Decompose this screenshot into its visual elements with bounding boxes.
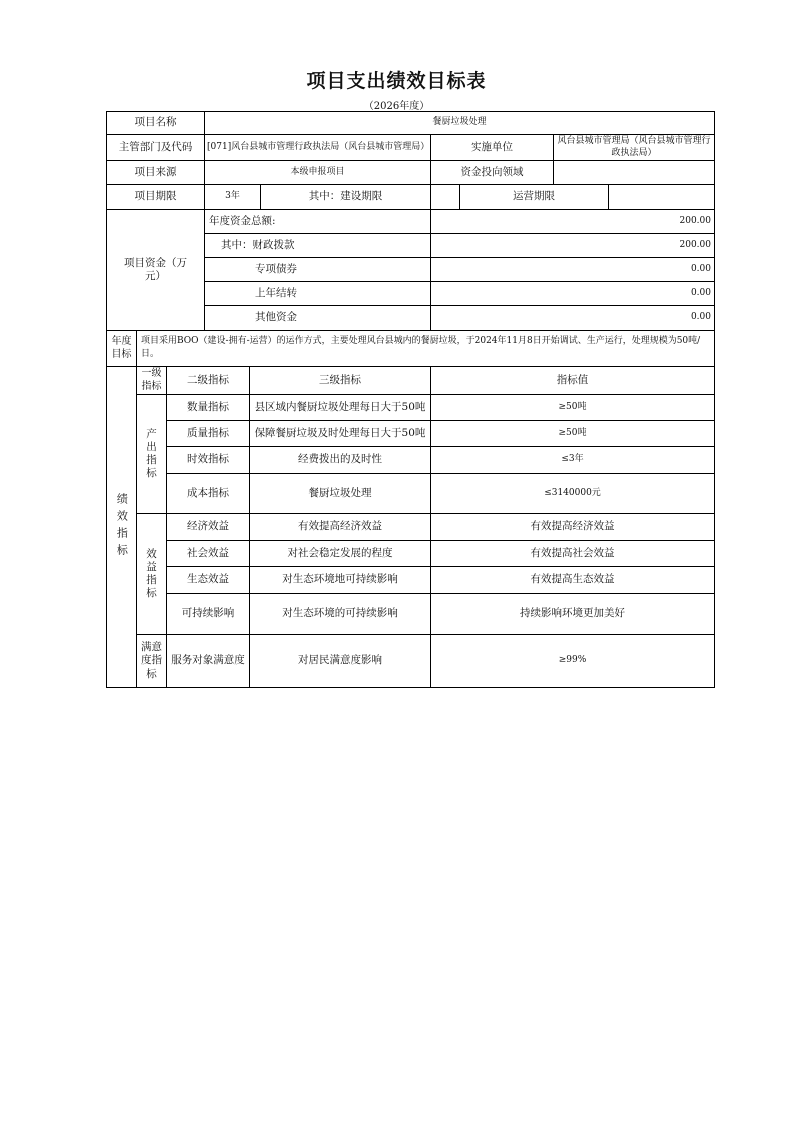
project-name-value: 餐厨垃圾处理 [204, 111, 715, 135]
output-indicators-label: 产出指标 [136, 394, 167, 514]
annual-goal-text: 项目采用BOO（建设-拥有-运营）的运作方式，主要处理风台县城内的餐厨垃圾，于2024年11月8日开始调试、生产运行，处理规模为50吨/日。 [136, 330, 715, 367]
funds-other-label: 其他资金 [204, 305, 431, 331]
funds-other-value: 0.00 [430, 305, 715, 331]
output-l3: 保障餐厨垃圾及时处理每日大于50吨 [249, 420, 431, 447]
output-value: ≤3年 [430, 446, 715, 474]
period-label: 项目期限 [106, 184, 205, 210]
page-title: 项目支出绩效目标表 [306, 70, 487, 92]
funds-bond-label: 专项债券 [204, 257, 431, 282]
impl-label: 实施单位 [430, 134, 554, 161]
benefit-indicators-label: 效益指标 [136, 513, 167, 635]
benefit-l2: 生态效益 [166, 566, 250, 594]
benefit-value: 有效提高生态效益 [430, 566, 715, 594]
build-period-label: 其中：建设期限 [260, 184, 431, 210]
funds-total-label: 年度资金总额: [204, 209, 431, 234]
domain-label: 资金投向领域 [430, 160, 554, 185]
funds-label: 项目资金（万元） [106, 209, 205, 331]
benefit-l3: 对社会稳定发展的程度 [249, 540, 431, 567]
impl-value: 风台县城市管理局（风台县城市管理行政执法局） [553, 134, 715, 161]
source-label: 项目来源 [106, 160, 205, 185]
header-level2: 二级指标 [166, 366, 250, 395]
annual-goal-label: 年度目标 [106, 330, 137, 367]
build-period-value [430, 184, 460, 210]
benefit-l2: 经济效益 [166, 513, 250, 541]
output-value: ≥50吨 [430, 420, 715, 447]
year-label: （2026年度） [363, 101, 430, 112]
benefit-l3: 有效提高经济效益 [249, 513, 431, 541]
benefit-value: 有效提高社会效益 [430, 540, 715, 567]
funds-carryover-value: 0.00 [430, 281, 715, 306]
dept-label: 主管部门及代码 [106, 134, 205, 161]
output-l3: 经费拨出的及时性 [249, 446, 431, 474]
performance-indicators-label: 绩效指标 [106, 366, 137, 688]
output-l3: 县区域内餐厨垃圾处理每日大于50吨 [249, 394, 431, 421]
benefit-value: 有效提高经济效益 [430, 513, 715, 541]
satisfaction-l2: 服务对象满意度 [166, 634, 250, 688]
funds-total-value: 200.00 [430, 209, 715, 234]
benefit-l2: 可持续影响 [166, 593, 250, 635]
output-l2: 成本指标 [166, 473, 250, 514]
output-l2: 时效指标 [166, 446, 250, 474]
benefit-value: 持续影响环境更加美好 [430, 593, 715, 635]
output-l2: 质量指标 [166, 420, 250, 447]
funds-fiscal-value: 200.00 [430, 233, 715, 258]
header-value: 指标值 [430, 366, 715, 395]
satisfaction-value: ≥99% [430, 634, 715, 688]
header-level1: 一级指标 [136, 366, 167, 395]
satisfaction-l3: 对居民满意度影响 [249, 634, 431, 688]
output-l3: 餐厨垃圾处理 [249, 473, 431, 514]
period-value: 3年 [204, 184, 261, 210]
funds-bond-value: 0.00 [430, 257, 715, 282]
funds-fiscal-label: 其中：财政拨款 [204, 233, 431, 258]
dept-value: [071]风台县城市管理行政执法局（风台县城市管理局） [204, 134, 431, 161]
satisfaction-indicators-label: 满意度指标 [136, 634, 167, 688]
output-value: ≥50吨 [430, 394, 715, 421]
project-name-label: 项目名称 [106, 111, 205, 135]
benefit-l2: 社会效益 [166, 540, 250, 567]
output-l2: 数量指标 [166, 394, 250, 421]
header-level3: 三级指标 [249, 366, 431, 395]
ops-period-label: 运营期限 [459, 184, 609, 210]
ops-period-value [608, 184, 715, 210]
domain-value [553, 160, 715, 185]
output-value: ≤3140000元 [430, 473, 715, 514]
source-value: 本级申报项目 [204, 160, 431, 185]
benefit-l3: 对生态环境的可持续影响 [249, 593, 431, 635]
funds-carryover-label: 上年结转 [204, 281, 431, 306]
benefit-l3: 对生态环境地可持续影响 [249, 566, 431, 594]
